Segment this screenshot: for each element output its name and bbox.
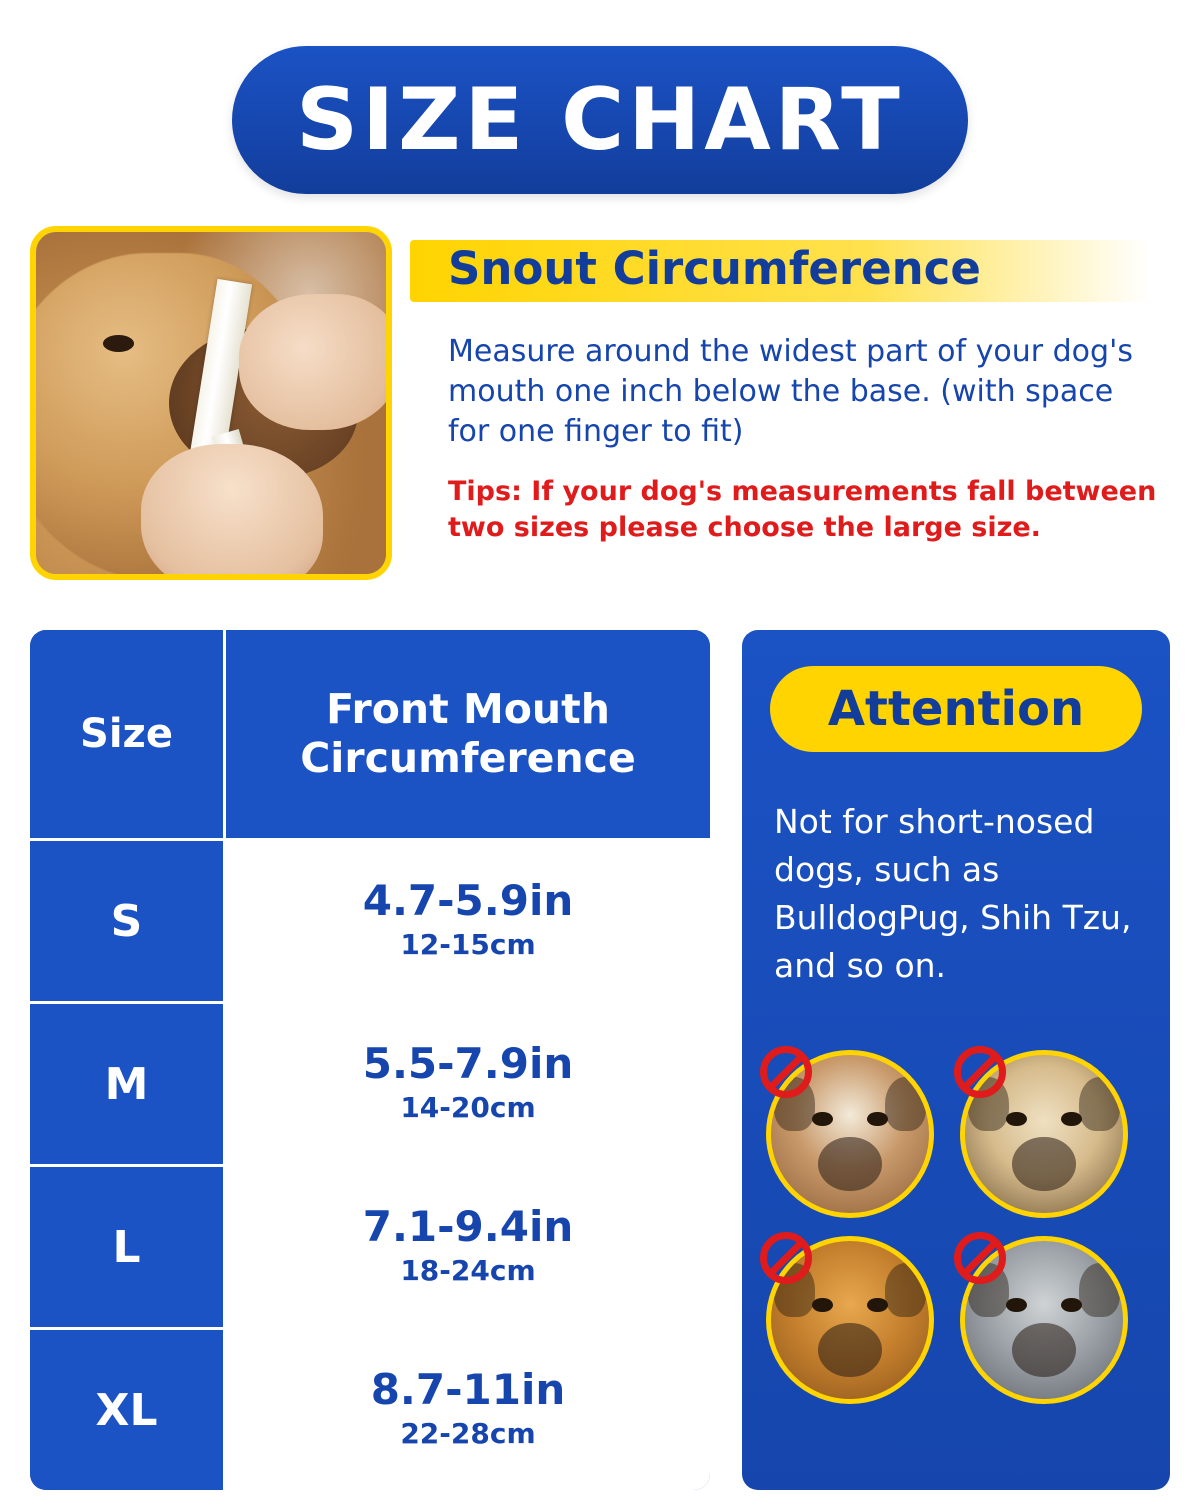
photo-dog-eye xyxy=(103,335,135,352)
prohibited-icon xyxy=(760,1046,812,1098)
bulldog-eye-right xyxy=(867,1112,888,1126)
photo-hand-lower xyxy=(141,444,323,574)
table-row xyxy=(30,838,710,1001)
photo-hand-upper xyxy=(239,294,386,431)
excluded-breeds-grid xyxy=(766,1050,1148,1404)
prohibited-icon xyxy=(954,1046,1006,1098)
snout-tips: Tips: If your dog's measurements fall between two sizes please choose the large size. xyxy=(448,476,1157,543)
photo-image xyxy=(36,232,386,574)
table-cell-size: M xyxy=(30,1004,226,1164)
table-cell-size: L xyxy=(30,1167,226,1327)
excluded-breed-pitbull xyxy=(960,1236,1128,1404)
table-cell-measurement xyxy=(226,841,710,1001)
bulldog-snout xyxy=(818,1137,881,1191)
snout-heading: Snout Circumference xyxy=(448,242,981,295)
snout-measuring-photo xyxy=(30,226,392,580)
table-row xyxy=(30,1001,710,1164)
measurement-inches: 8.7-11in xyxy=(370,1365,566,1415)
measurement-inches: 5.5-7.9in xyxy=(362,1039,574,1089)
table-row xyxy=(30,1164,710,1327)
excluded-breed-poodle-puppy xyxy=(766,1236,934,1404)
table-header-size: Size xyxy=(30,630,226,838)
prohibited-icon xyxy=(760,1232,812,1284)
measurement-cm: 22-28cm xyxy=(400,1416,536,1450)
measurement-cm: 12-15cm xyxy=(400,927,536,961)
pug-ear-right xyxy=(1079,1077,1120,1131)
poodle-eye-left xyxy=(812,1298,833,1312)
page-title: SIZE CHART xyxy=(296,70,904,170)
attention-text: Not for short-nosed dogs, such as BulldogPug, Shih Tzu, and so on. xyxy=(774,802,1132,985)
table-cell-size: XL xyxy=(30,1330,226,1490)
snout-circumference-panel xyxy=(410,226,1170,580)
measurement-cm: 18-24cm xyxy=(400,1253,536,1287)
measurement-cm: 14-20cm xyxy=(400,1090,536,1124)
attention-badge xyxy=(770,666,1142,752)
pug-snout xyxy=(1012,1137,1075,1191)
pitbull-snout xyxy=(1012,1323,1075,1377)
table-cell-measurement xyxy=(226,1330,710,1490)
excluded-breed-bulldog xyxy=(766,1050,934,1218)
pitbull-eye-left xyxy=(1006,1298,1027,1312)
table-cell-measurement xyxy=(226,1004,710,1164)
excluded-breed-pug xyxy=(960,1050,1128,1218)
measurement-inches: 7.1-9.4in xyxy=(362,1202,574,1252)
size-table xyxy=(30,630,710,1490)
snout-description: Measure around the widest part of your dog's mouth one inch below the base. (with space for one finger to fit) xyxy=(448,334,1133,449)
measurement-inches: 4.7-5.9in xyxy=(362,876,574,926)
attention-badge-label: Attention xyxy=(827,681,1085,737)
bulldog-eye-left xyxy=(812,1112,833,1126)
poodle-eye-right xyxy=(867,1298,888,1312)
table-header-measurement: Front Mouth Circumference xyxy=(226,630,710,838)
poodle-ear-right xyxy=(885,1263,926,1317)
poodle-snout xyxy=(818,1323,881,1377)
page-title-banner xyxy=(232,46,968,194)
bulldog-ear-right xyxy=(885,1077,926,1131)
table-cell-size: S xyxy=(30,841,226,1001)
table-row xyxy=(30,1327,710,1490)
table-header-row xyxy=(30,630,710,838)
pug-eye-right xyxy=(1061,1112,1082,1126)
pug-eye-left xyxy=(1006,1112,1027,1126)
pitbull-eye-right xyxy=(1061,1298,1082,1312)
attention-panel xyxy=(742,630,1170,1490)
prohibited-icon xyxy=(954,1232,1006,1284)
pitbull-ear-right xyxy=(1079,1263,1120,1317)
table-cell-measurement xyxy=(226,1167,710,1327)
